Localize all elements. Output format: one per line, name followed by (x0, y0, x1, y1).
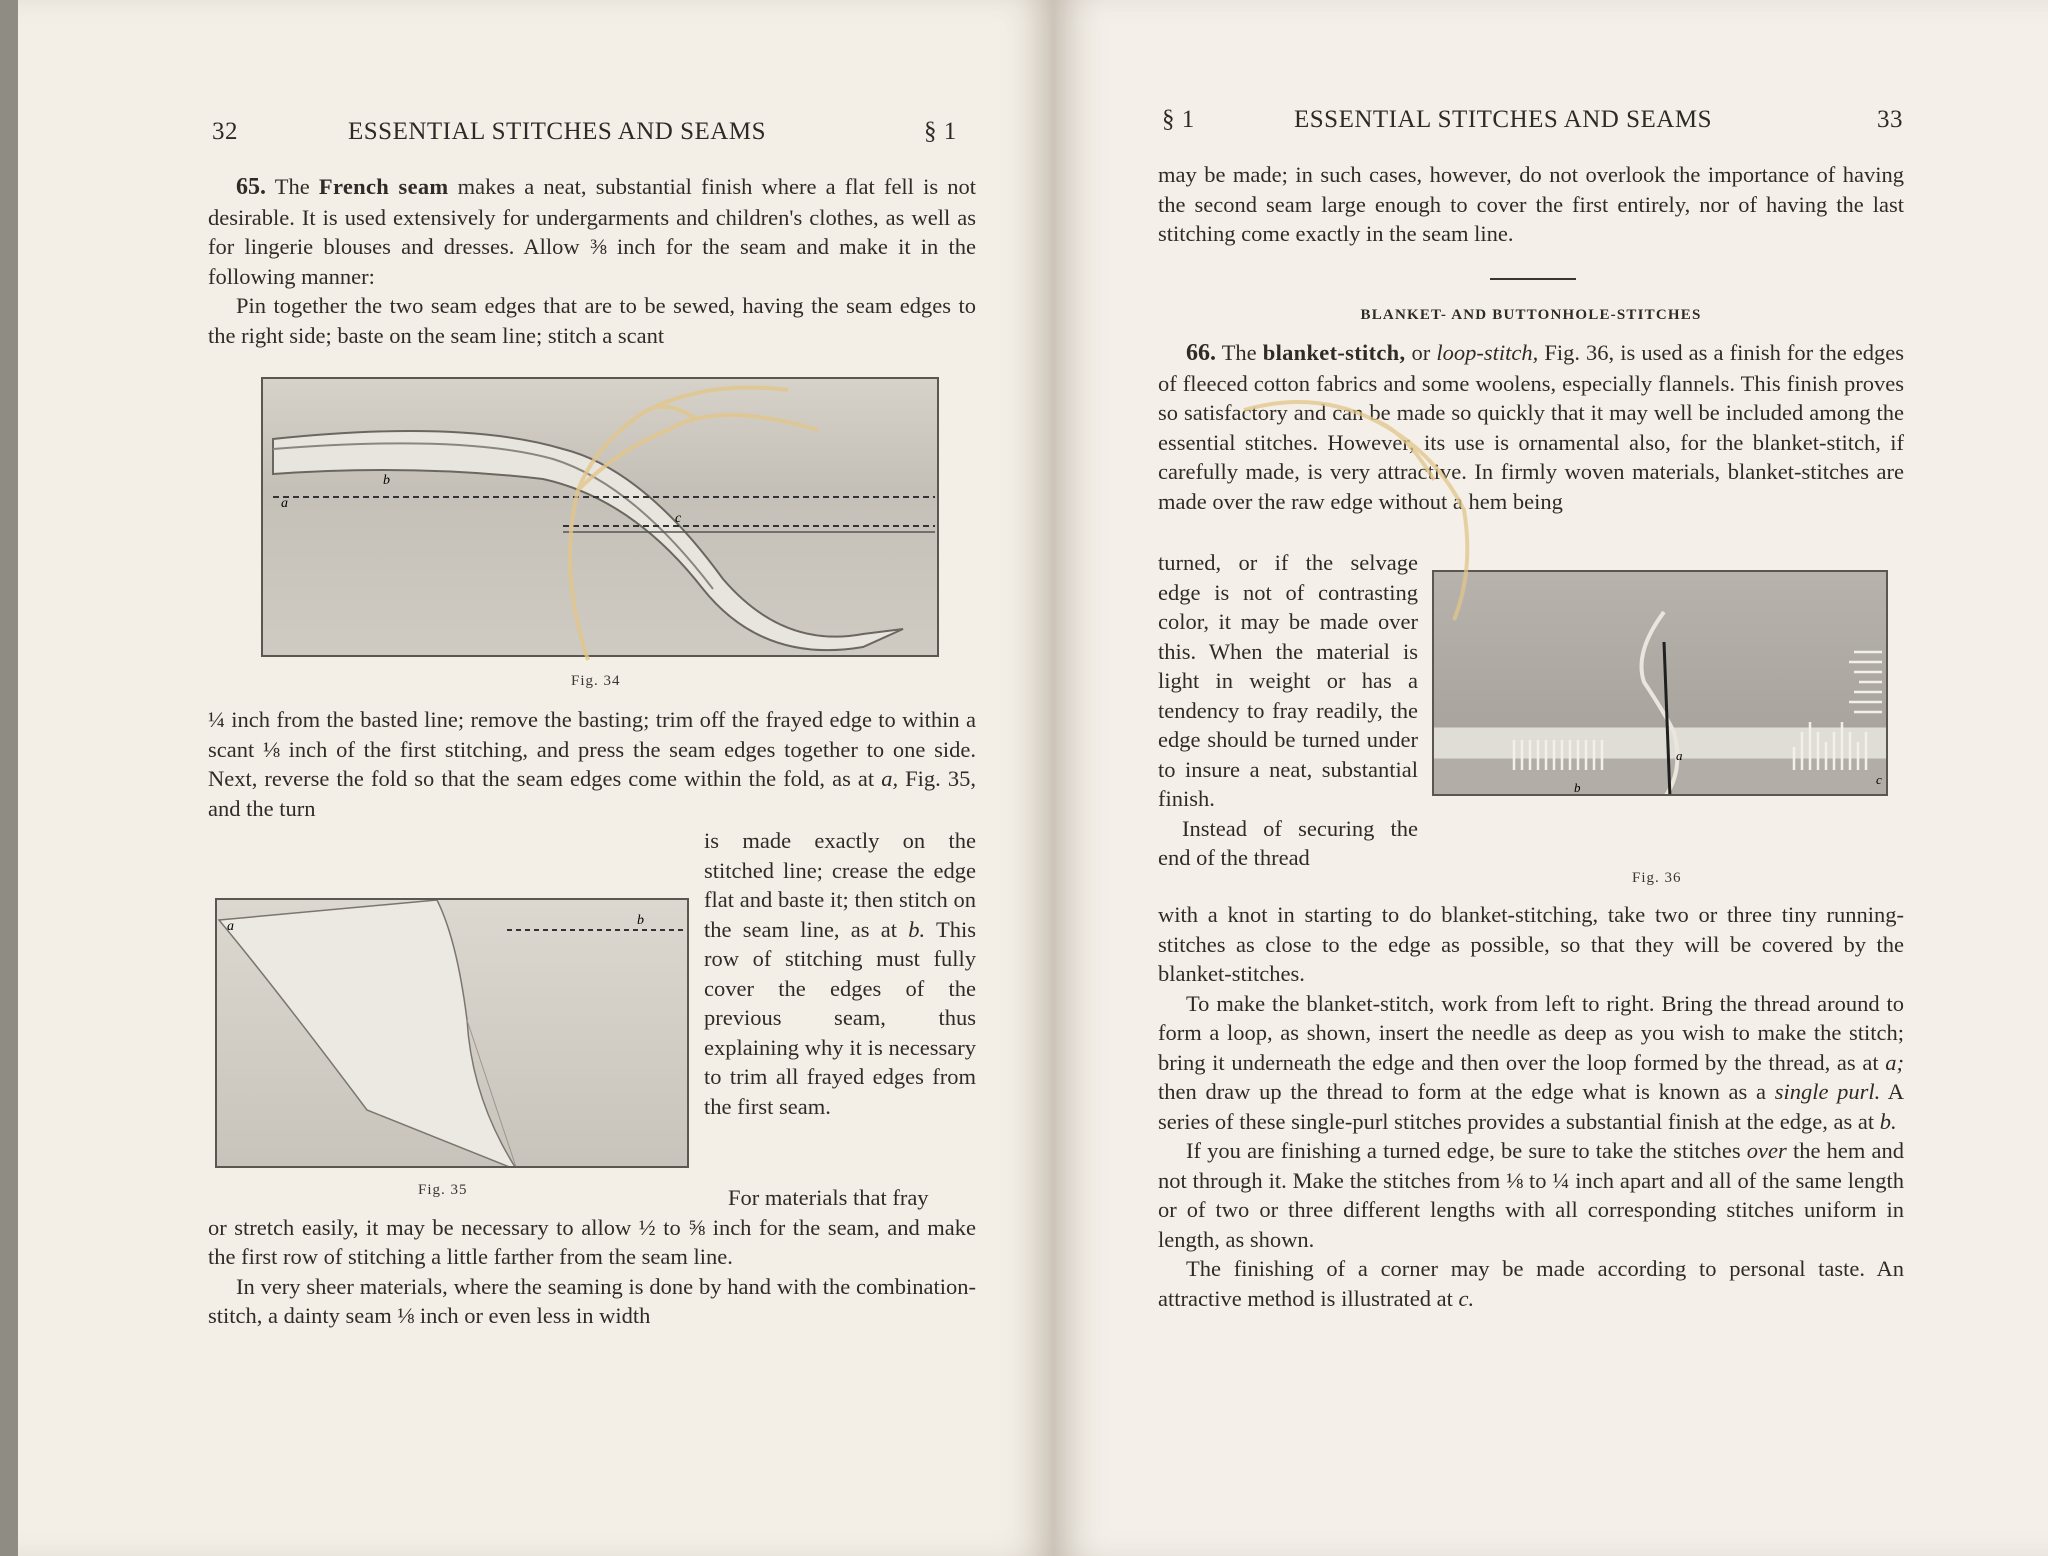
paragraph-turned (1158, 1136, 1904, 1254)
ref-b: b. (908, 916, 926, 942)
side-text-right-2: Instead of securing the end of the thread (1158, 815, 1418, 870)
paragraph-knot: with a knot in starting to do blanket-stitching, take two or three tiny running-stitches as close to the edge as possible, so that they will be covered by the blanket-stitches. (1158, 902, 1904, 986)
figure-36-caption: Fig. 36 (1632, 870, 1682, 886)
corner-c: c. (1458, 1285, 1475, 1311)
paragraph-corner (1158, 1254, 1904, 1313)
left-text-mid (208, 705, 976, 823)
fig34-label-a: a (281, 496, 288, 511)
paragraph-65 (208, 172, 976, 291)
paragraph-pin: Pin together the two seam edges that are to be sewed, having the seam edges to the right side; baste on the seam line; stitch a scant (208, 293, 976, 348)
figure-36 (1432, 570, 1888, 796)
book-edge (0, 0, 18, 1556)
term-french-seam: French seam (318, 174, 449, 199)
make-1: To make the blanket-stitch, work from left to right. Bring the thread around to form a loop, as shown, insert the needle as deep as you wish to make the stitch; bring it underneath the edge and then over the loop formed by the thread, as at (1158, 990, 1904, 1075)
right-text-66 (1158, 338, 1904, 516)
figure-34-illustration (263, 379, 939, 657)
term-blanket-stitch: blanket-stitch, (1262, 340, 1406, 365)
make-3: A series of these single-purl stitches provides a substantial finish at the edge, as at (1158, 1079, 1904, 1134)
turned-over: over (1746, 1138, 1787, 1163)
paragraph-fray: or stretch easily, it may be necessary to allow ½ to ⅝ inch for the seam, and make the first row of stitching a little farther from the seam line. (208, 1214, 976, 1269)
fig35-label-a: a (227, 919, 234, 934)
right-side-text (1158, 548, 1418, 873)
paragraph-fray-start: For materials that fray (728, 1185, 929, 1210)
left-section-mark: § 1 (924, 118, 957, 145)
para-lead: The (274, 174, 310, 199)
corner-1: The finishing of a corner may be made according to personal taste. An attractive method is illustrated at (1158, 1256, 1904, 1311)
make-2: then draw up the thread to form at the edge what is known as a (1158, 1079, 1766, 1104)
left-page-number: 32 (212, 118, 238, 145)
para-66-body: Fig. 36, is used as a finish for the edges of fleeced cotton fabrics and some woolens, especially flannels. This finish proves so satisfactory and can be made so quickly that it may well be included among the essential stitches. However, its use is ornamental also, for the blanket-stitch, if carefully made, is very attractive. In firmly woven materials, blanket-stitches are made over the raw edge without a hem being (1158, 340, 1905, 514)
side-text-body: is made exactly on the stitched line; crease the edge flat and baste it; then stitch on the seam line, as at (704, 828, 976, 942)
left-text-top (208, 172, 976, 350)
side-text-body-2: This row of stitching must fully cover the edges of the previous seam, thus explaining why it is necessary to trim all frayed edges from the first seam. (704, 916, 977, 1119)
fig36-label-a: a (1676, 748, 1683, 763)
para-65-body: makes a neat, substantial finish where a flat fell is not desirable. It is used extensively for undergarments and children's clothes, as well as for lingerie blouses and dresses. Allow ⅜ inch for the seam and make it in the following manner: (208, 174, 977, 289)
right-text-bottom (1158, 900, 1904, 1313)
make-b: b. (1879, 1108, 1897, 1134)
fig34-label-c: c (675, 511, 682, 526)
figure-34-caption: Fig. 34 (571, 673, 621, 689)
right-running-title: ESSENTIAL STITCHES AND SEAMS (1294, 106, 1712, 133)
term-loop-stitch: loop-stitch, (1436, 340, 1539, 365)
paragraph-number: 65. (236, 174, 266, 200)
ref-a: a, (881, 766, 899, 791)
figure-36-illustration (1434, 572, 1888, 796)
fig34-label-b: b (383, 473, 390, 488)
paragraph-66 (1158, 338, 1904, 516)
left-side-text (704, 826, 976, 1121)
right-page (1054, 0, 2048, 1556)
left-text-bottom (208, 1183, 976, 1331)
right-section-mark: § 1 (1162, 106, 1195, 133)
section-heading: BLANKET- AND BUTTONHOLE-STITCHES (1360, 307, 1702, 323)
right-page-number: 33 (1877, 106, 1903, 133)
figure-35 (215, 898, 689, 1168)
right-text-top (1158, 160, 1904, 249)
fig36-label-b: b (1574, 780, 1581, 795)
fig36-label-c: c (1876, 772, 1882, 787)
paragraph-sheer: In very sheer materials, where the seaming is done by hand with the combination-stitch, a dainty seam ⅛ inch or even less in width (208, 1273, 976, 1328)
paragraph-number-66: 66. (1186, 340, 1216, 366)
turned-1: If you are finishing a turned edge, be sure to take the stitches (1186, 1138, 1741, 1163)
make-a: a; (1885, 1049, 1905, 1075)
para-66-mid: or (1411, 340, 1431, 365)
para-66-lead: The (1221, 340, 1257, 365)
figure-34 (261, 377, 939, 657)
side-text-right: turned, or if the selvage edge is not of contrasting color, it may be made over this. When the material is light in weight or has a tendency to fray readily, the edge should be turned under to insure a neat, substantial finish. (1158, 550, 1418, 811)
left-page (18, 0, 1054, 1556)
divider-rule (1490, 278, 1576, 280)
left-running-title: ESSENTIAL STITCHES AND SEAMS (348, 118, 766, 145)
para-quarter-body: ¼ inch from the basted line; remove the basting; trim off the frayed edge to within a scant ⅛ inch of the first stitching, and press the seam edges together to one side. Next, reverse the fold so that the seam edges come within the fold, as at (208, 707, 976, 791)
make-purl: single purl. (1774, 1079, 1881, 1104)
paragraph-quarter (208, 705, 976, 823)
figure-35-illustration (217, 900, 689, 1168)
paragraph-continued: may be made; in such cases, however, do not overlook the importance of having the second seam large enough to cover the first entirely, nor of having the last stitching come exactly in the seam line. (1158, 162, 1904, 246)
para-quarter-end: Fig. 35, and the turn (208, 766, 976, 821)
turned-2: the hem and not through it. Make the stitches from ⅛ to ¼ inch apart and all of the same length or of two or three different lengths with all corresponding stitches uniform in length, as shown. (1158, 1138, 1905, 1252)
figure-35-caption: Fig. 35 (418, 1182, 468, 1198)
paragraph-make (1158, 989, 1904, 1137)
fig35-label-b: b (637, 913, 644, 928)
side-text (704, 826, 976, 1121)
